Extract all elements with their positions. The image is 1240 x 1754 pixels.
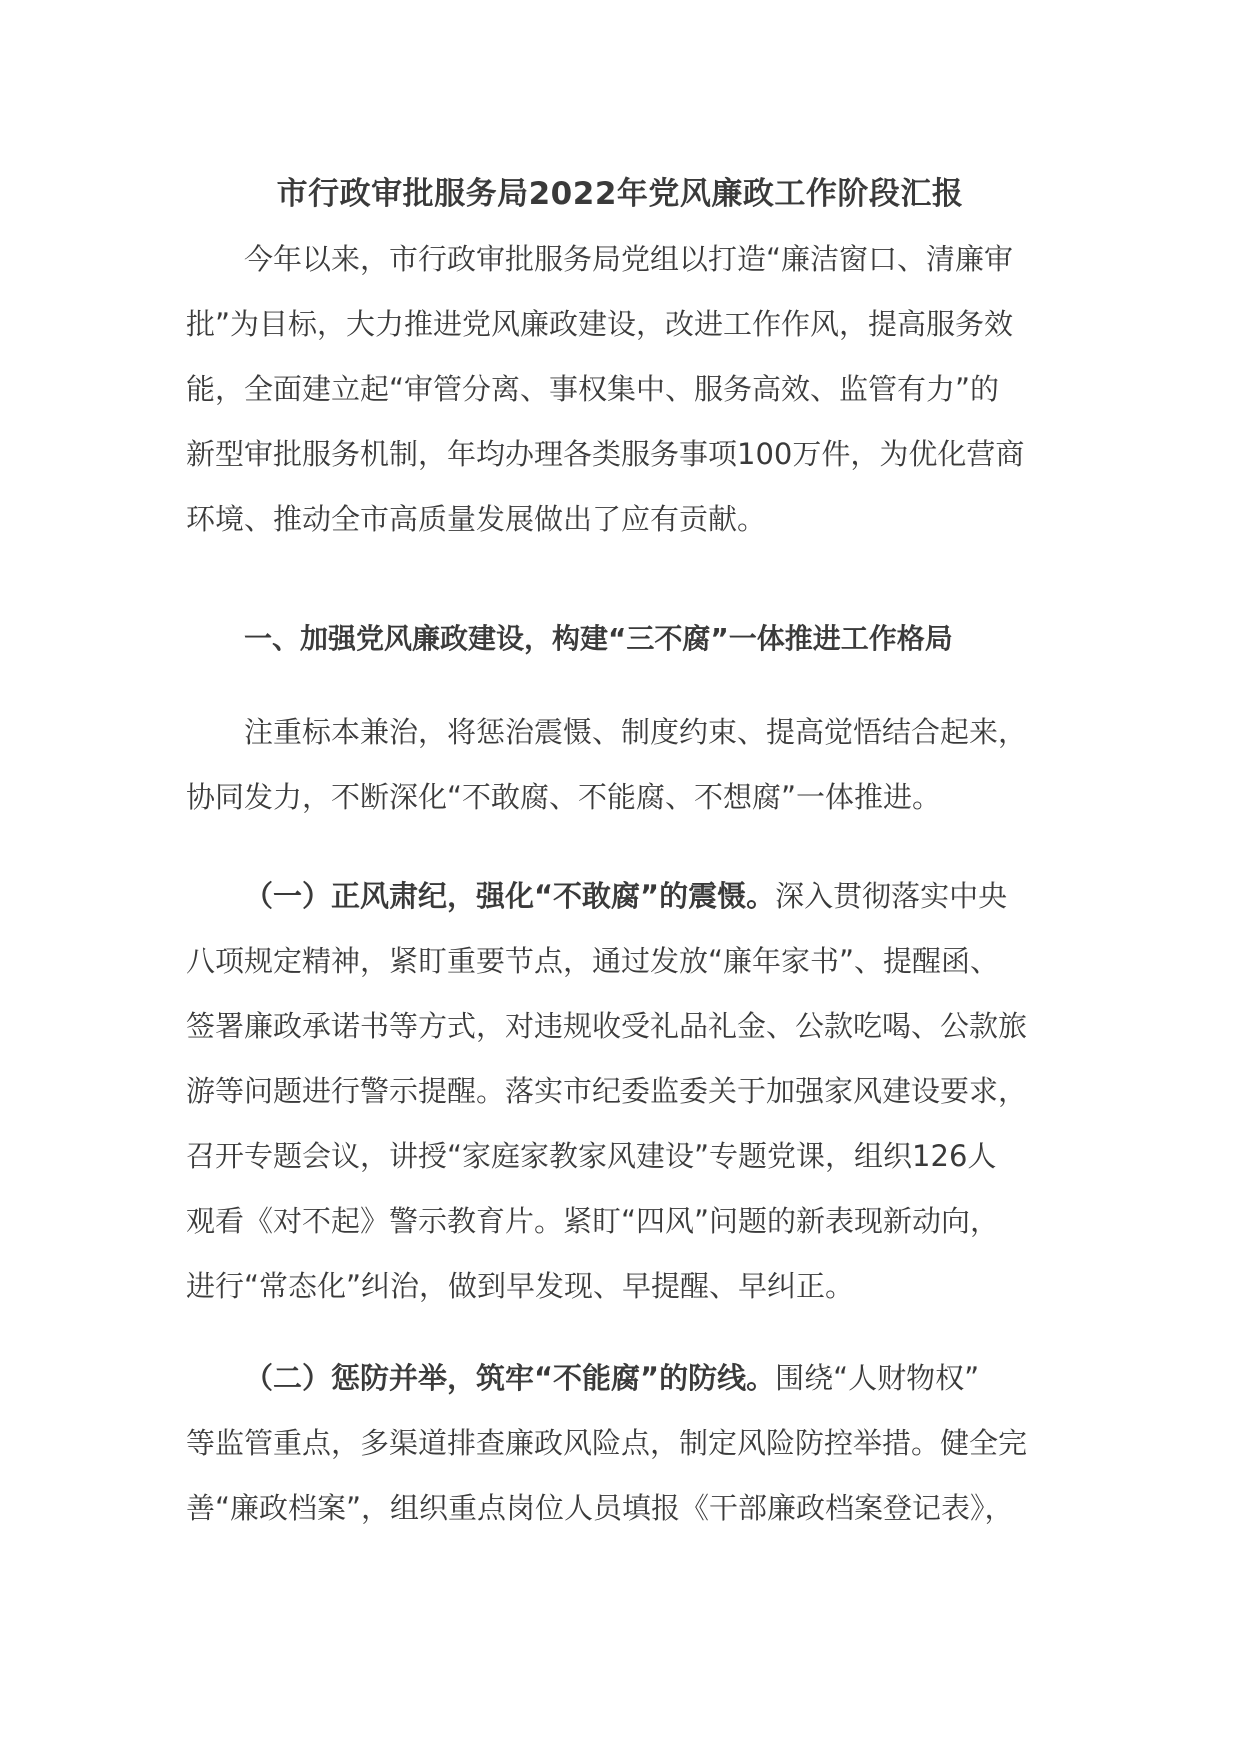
section-heading: 一、加强党风廉政建设，构建“三不腐”一体推进工作格局 bbox=[244, 622, 953, 655]
section1-line: 协同发力，不断深化“不敢腐、不能腐、不想腐”一体推进。 bbox=[186, 780, 942, 814]
section1-line: 注重标本兼治，将惩治震慑、制度约束、提高觉悟结合起来， bbox=[244, 715, 1028, 749]
intro-line: 批”为目标，大力推进党风廉政建设，改进工作作风，提高服务效 bbox=[186, 307, 1014, 341]
subsection-1-paragraph bbox=[186, 864, 1066, 1319]
intro-paragraph bbox=[186, 227, 1066, 552]
document-title: 市行政审批服务局2022年党风廉政工作阶段汇报 bbox=[276, 176, 964, 212]
subsection-2-paragraph bbox=[186, 1346, 1066, 1541]
subsection-1-first-line-text: 深入贯彻落实中央 bbox=[775, 879, 1008, 913]
section1-paragraph bbox=[186, 700, 1066, 830]
subsection-2-first-line bbox=[186, 1346, 1066, 1411]
intro-line: 今年以来，市行政审批服务局党组以打造“廉洁窗口、清廉审 bbox=[244, 242, 1014, 276]
subsection-1-line: 进行“常态化”纠治，做到早发现、早提醒、早纠正。 bbox=[186, 1269, 855, 1303]
subsection-1-line: 游等问题进行警示提醒。落实市纪委监委关于加强家风建设要求， bbox=[186, 1074, 1028, 1108]
subsection-2-line: 善“廉政档案”，组织重点岗位人员填报《干部廉政档案登记表》， bbox=[186, 1491, 1014, 1525]
subsection-2-lead: （二）惩防并举，筑牢“不能腐”的防线。 bbox=[244, 1361, 776, 1395]
subsection-1-line: 签署廉政承诺书等方式，对违规收受礼品礼金、公款吃喝、公款旅 bbox=[186, 1009, 1028, 1043]
subsection-1-line: 八项规定精神，紧盯重要节点，通过发放“廉年家书”、提醒函、 bbox=[186, 944, 1000, 978]
intro-line: 新型审批服务机制，年均办理各类服务事项100万件，为优化营商 bbox=[186, 437, 1025, 471]
subsection-2-first-line-text: 围绕“人财物权” bbox=[775, 1361, 980, 1395]
intro-line: 环境、推动全市高质量发展做出了应有贡献。 bbox=[186, 502, 767, 536]
subsection-1-first-line bbox=[186, 864, 1066, 929]
subsection-2-line: 等监管重点，多渠道排查廉政风险点，制定风险防控举措。健全完 bbox=[186, 1426, 1028, 1460]
subsection-1-line: 观看《对不起》警示教育片。紧盯“四风”问题的新表现新动向， bbox=[186, 1204, 1000, 1238]
subsection-1-line: 召开专题会议，讲授“家庭家教家风建设”专题党课，组织126人 bbox=[186, 1139, 997, 1173]
subsection-1-lead: （一）正风肃纪，强化“不敢腐”的震慑。 bbox=[244, 879, 776, 913]
intro-line: 能，全面建立起“审管分离、事权集中、服务高效、监管有力”的 bbox=[186, 372, 1000, 406]
